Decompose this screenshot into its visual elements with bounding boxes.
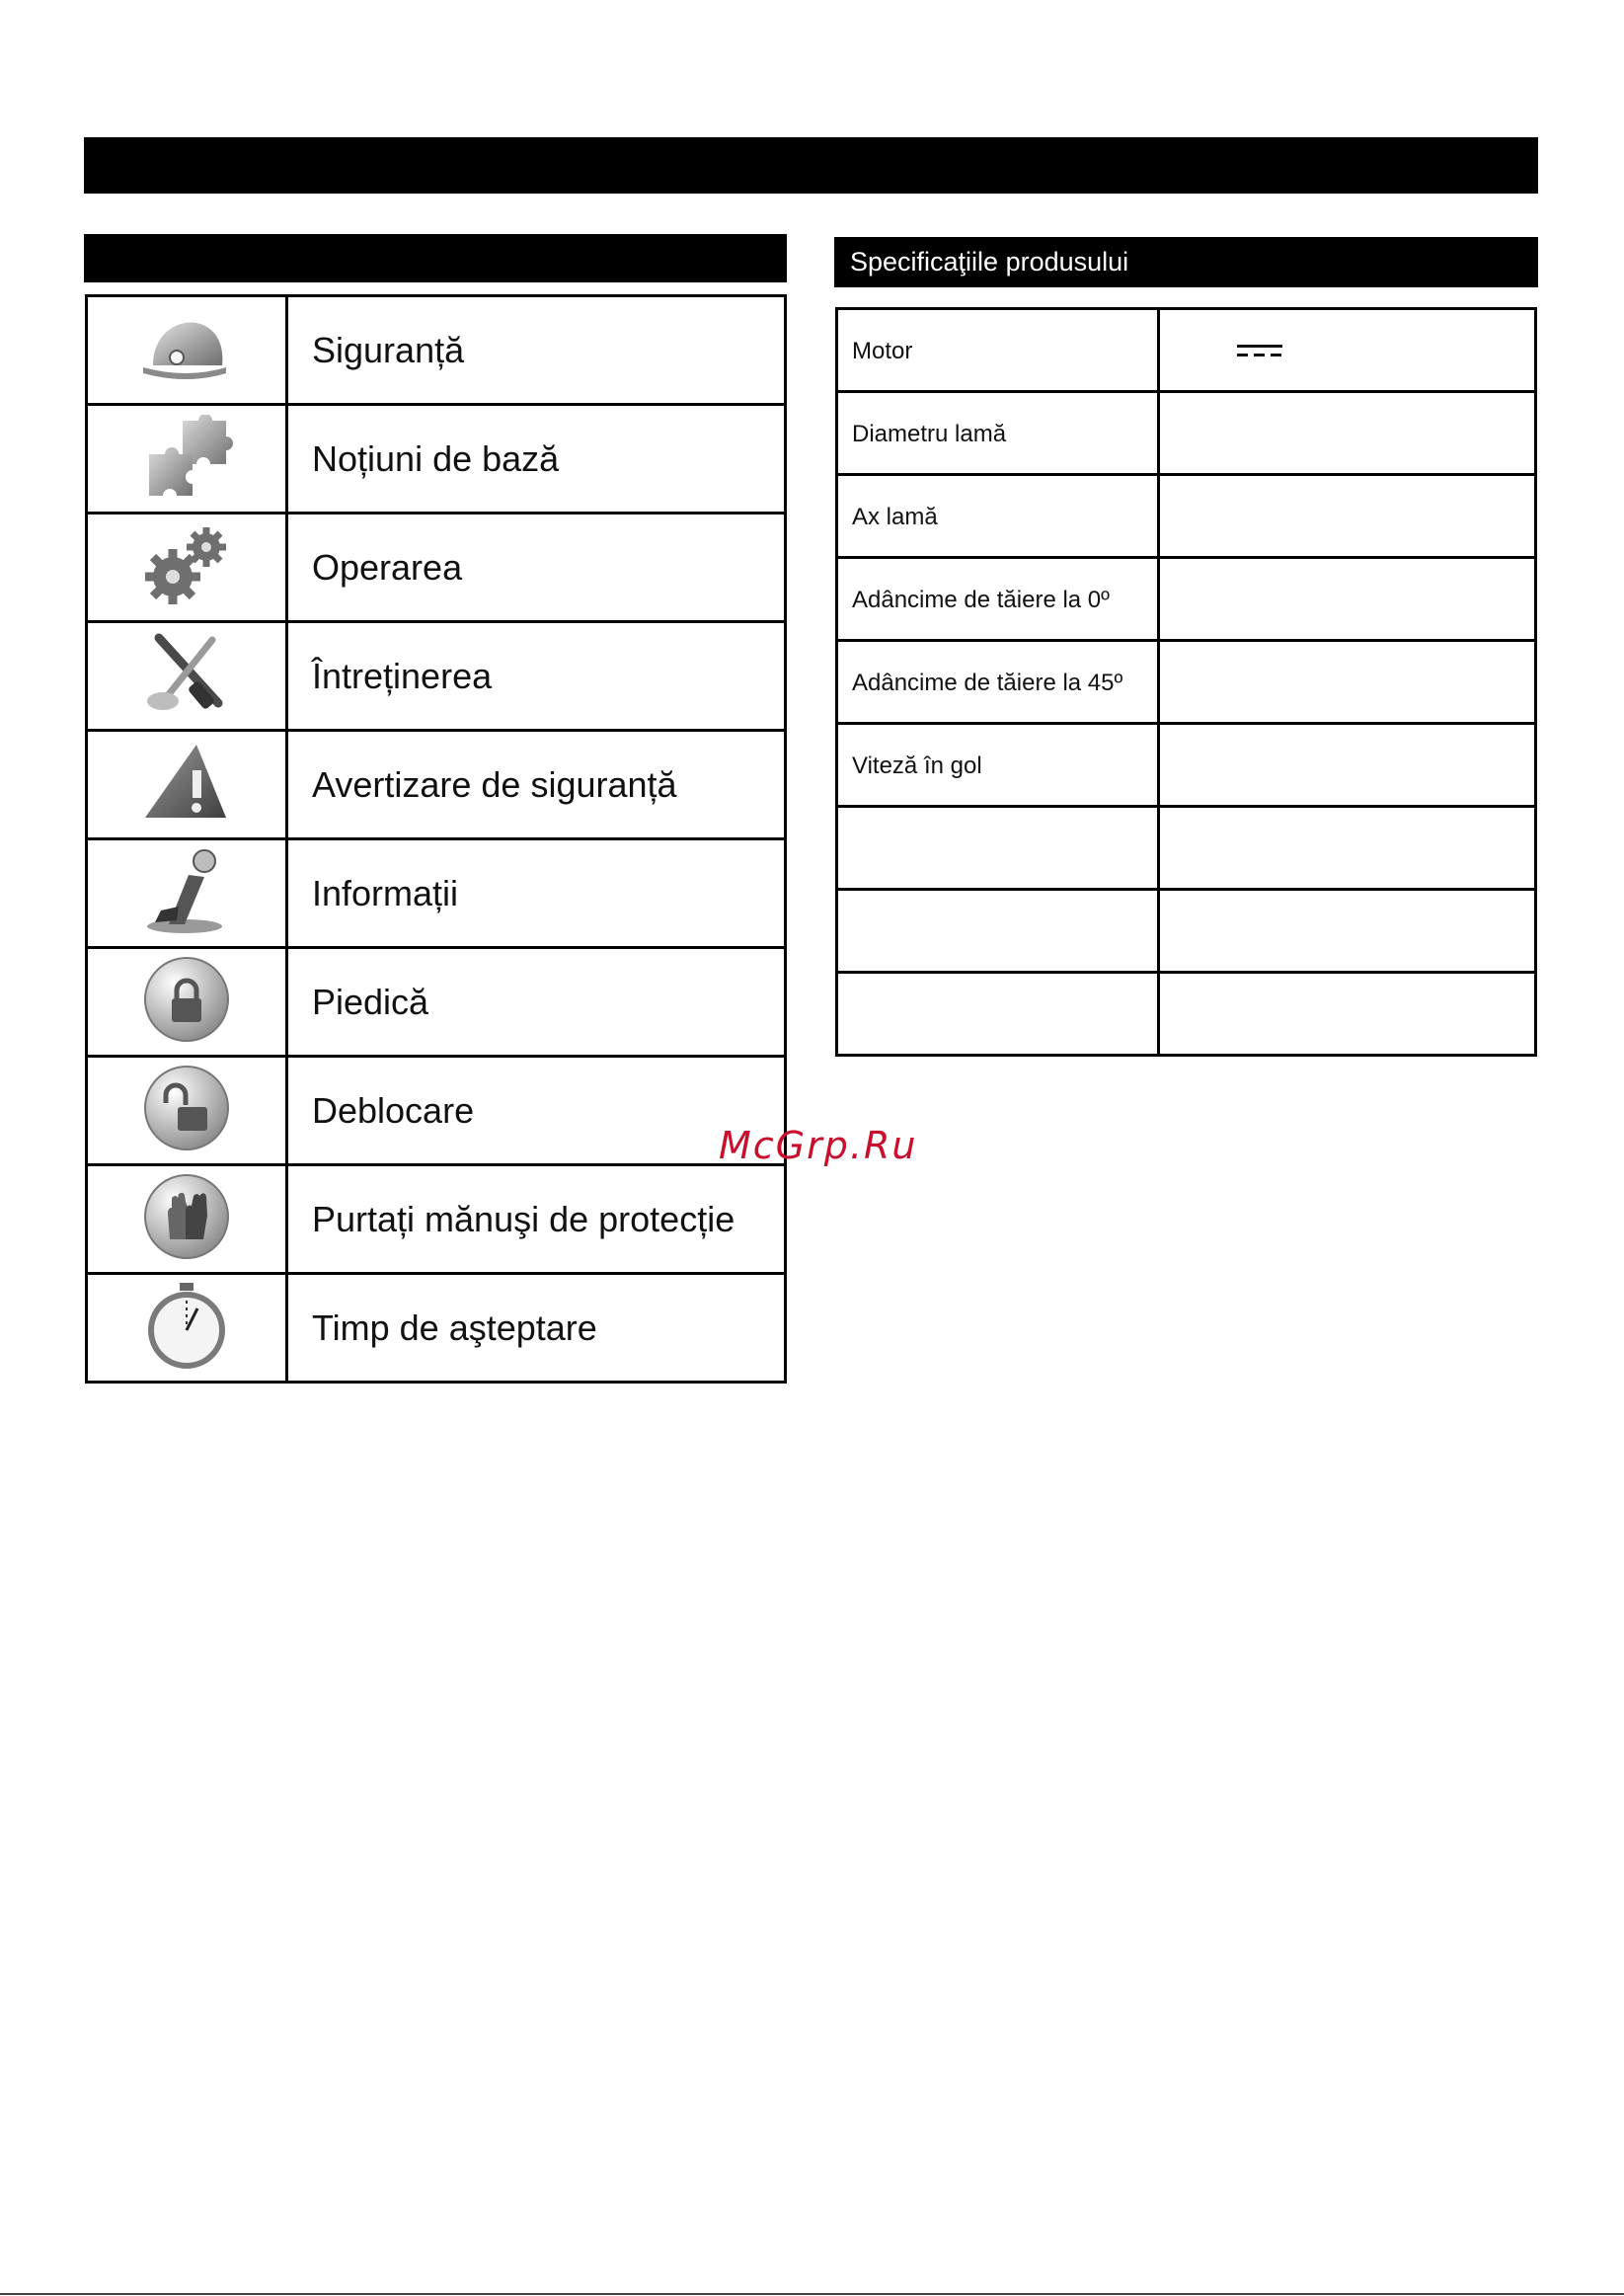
legend-section-header (84, 234, 787, 282)
product-specs-table (835, 307, 1537, 1057)
spec-value (1159, 724, 1536, 807)
spec-row (837, 392, 1536, 475)
spec-value (1159, 641, 1536, 724)
spec-label: Viteză în gol (837, 724, 1159, 807)
spec-row (837, 558, 1536, 641)
information-icon (139, 847, 234, 934)
spec-row (837, 475, 1536, 558)
unlock-icon (142, 1064, 231, 1152)
legend-label: Timp de aşteptare (287, 1274, 786, 1383)
legend-row (87, 839, 786, 948)
spec-label: Motor (837, 309, 1159, 392)
legend-label: Întreținerea (287, 622, 786, 731)
legend-row (87, 948, 786, 1057)
spec-label: Ax lamă (837, 475, 1159, 558)
legend-row (87, 622, 786, 731)
legend-label: Noțiuni de bază (287, 405, 786, 514)
spec-value (1159, 309, 1536, 392)
watermark: McGrp.Ru (719, 1124, 918, 1167)
dc-current-icon (1237, 345, 1282, 356)
legend-row (87, 296, 786, 405)
lock-icon (142, 955, 231, 1044)
tools-icon (139, 632, 234, 715)
legend-row (87, 1057, 786, 1165)
warning-triangle-icon (139, 741, 234, 824)
legend-row (87, 1274, 786, 1383)
spec-label (837, 973, 1159, 1056)
spec-row (837, 309, 1536, 392)
spec-value (1159, 475, 1536, 558)
page-bottom-rule (0, 2293, 1624, 2295)
safety-helmet-icon (139, 308, 234, 387)
spec-row (837, 890, 1536, 973)
legend-row (87, 1165, 786, 1274)
legend-label: Avertizare de siguranță (287, 731, 786, 839)
legend-label: Deblocare (287, 1057, 786, 1165)
spec-label: Adâncime de tăiere la 45º (837, 641, 1159, 724)
spec-row (837, 807, 1536, 890)
gears-icon (139, 523, 234, 606)
legend-row (87, 731, 786, 839)
legend-row (87, 405, 786, 514)
legend-label: Informații (287, 839, 786, 948)
page-header-bar (84, 137, 1538, 194)
spec-label: Adâncime de tăiere la 0º (837, 558, 1159, 641)
gloves-icon (142, 1172, 231, 1261)
spec-row (837, 641, 1536, 724)
legend-label: Siguranță (287, 296, 786, 405)
legend-label: Purtați mănuşi de protecție (287, 1165, 786, 1274)
spec-row (837, 973, 1536, 1056)
spec-value (1159, 973, 1536, 1056)
symbol-legend-table (85, 294, 787, 1384)
specs-section-header: Specificaţiile produsului (834, 237, 1538, 287)
puzzle-pieces-icon (139, 415, 234, 498)
spec-value (1159, 807, 1536, 890)
spec-label (837, 807, 1159, 890)
spec-value (1159, 558, 1536, 641)
legend-label: Piedică (287, 948, 786, 1057)
spec-value (1159, 890, 1536, 973)
spec-label: Diametru lamă (837, 392, 1159, 475)
legend-row (87, 514, 786, 622)
spec-value (1159, 392, 1536, 475)
spec-label (837, 890, 1159, 973)
stopwatch-icon (142, 1281, 231, 1370)
legend-label: Operarea (287, 514, 786, 622)
spec-row (837, 724, 1536, 807)
